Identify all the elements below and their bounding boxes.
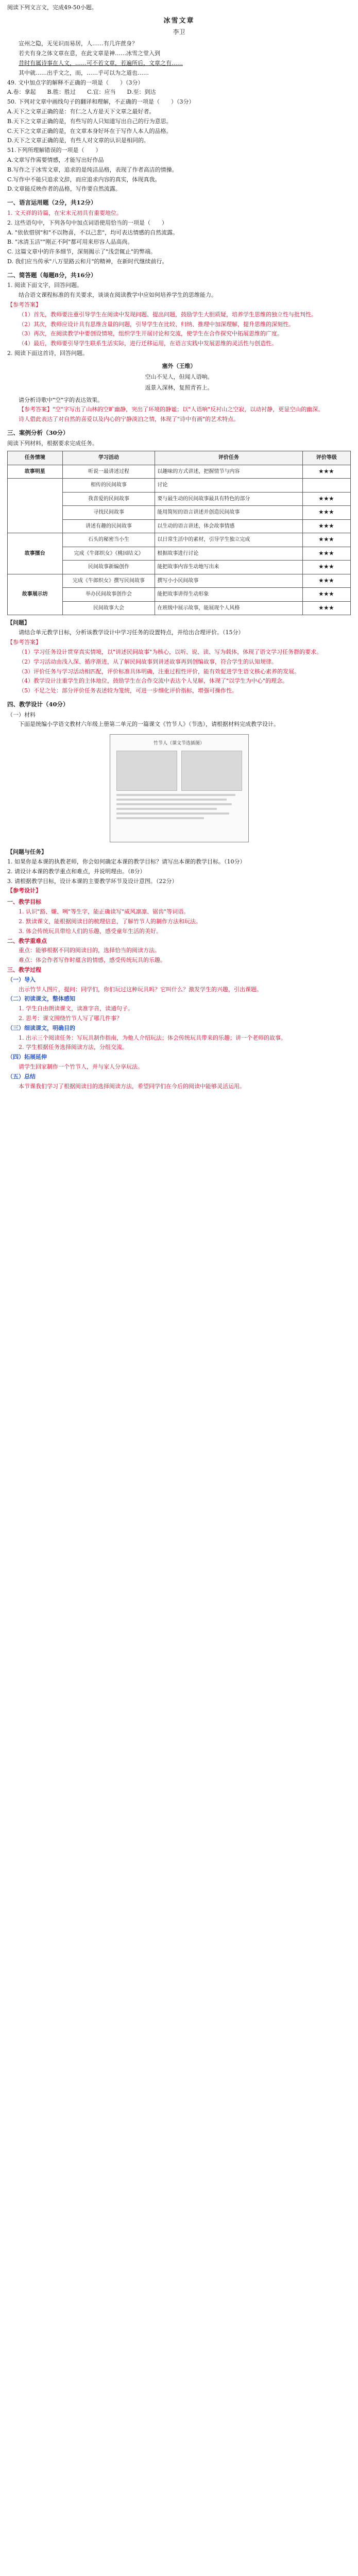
table-row bbox=[8, 574, 351, 588]
table-cell-task: 能用简短的语言讲述并创造民间故事 bbox=[155, 506, 302, 520]
part2-question-2: 2. 阅读下面这首诗，回答问题。 bbox=[7, 350, 88, 357]
table-cell-task: 根据故事进行讨论 bbox=[155, 547, 302, 561]
task-item: 3. 请根据教学目标，设计本课的主要教学环节及设计意图。（22分） bbox=[7, 877, 178, 885]
part2-question-1: 1. 阅读下面文字，回答问题。 bbox=[7, 282, 82, 289]
table-row bbox=[8, 479, 351, 493]
passage-line: 其中就……出乎文之，而，……乎可以为之道也…… bbox=[19, 69, 149, 76]
question-50-option: A.天下之文章正确的是：有仁之人方是天下文章之最好者。 bbox=[7, 108, 155, 115]
answer-paragraph: （3）评价任务与学习活动相匹配，评价标准具体明确，注重过程性评价，能有效促进学生语文核心素养的发展。 bbox=[19, 668, 300, 675]
design-line: 三、教学过程 bbox=[7, 966, 41, 973]
part1-item: A. "依依惜别"和"不以物喜，不以己悲"，均可表达情感的自然流露。 bbox=[7, 229, 179, 236]
reference-paragraph: （1）首先，教师要注重引导学生在阅读中发现问题、提出问题，鼓励学生大胆质疑，培养学生思维的独立性与批判性。 bbox=[19, 311, 317, 318]
question-label: 【问题】 bbox=[7, 619, 30, 626]
part1-item: 1. 文天祥的诗篇，在宋末元初具有重要地位。 bbox=[7, 209, 122, 216]
text-line-placeholder bbox=[116, 803, 232, 805]
part3-heading: 三、案例分析（30分） bbox=[7, 429, 69, 437]
table-cell-activity: 举办民间故事创作会 bbox=[62, 588, 155, 602]
design-line: 2. 思考：课文围绕竹节人写了哪几件事？ bbox=[19, 1015, 122, 1022]
table-cell-activity: 听说一最讲述过程 bbox=[62, 465, 155, 479]
text-line-placeholder bbox=[116, 812, 230, 815]
reference-paragraph: （2）其次，教师应设计具有思维含量的问题，引导学生在比较、归纳、推理中加深理解，提升思维的深刻性。 bbox=[19, 320, 294, 328]
reference-paragraph: （4）最后，教师要引导学生联系生活实际，进行迁移运用，在语言实践中发展思维的灵活性与创造性。 bbox=[19, 340, 277, 347]
design-line: 1. 学生自由朗读课文，读准字音，读通句子。 bbox=[19, 1005, 133, 1012]
table-cell-unit bbox=[8, 479, 63, 533]
table-cell-rating bbox=[302, 479, 350, 493]
answer-paragraph: （4）教学设计注重学生的主体地位，鼓励学生在合作交流中表达个人见解，体现了"以学生为中心"的理念。 bbox=[19, 677, 288, 685]
image-caption: 竹节人（课文节选插图） bbox=[153, 741, 204, 747]
part1-item: D. 我们应当传承"八万里路云和月"的精神，在新时代继续前行。 bbox=[7, 258, 168, 265]
design-line: 一、教学目标 bbox=[7, 899, 41, 906]
table-row bbox=[8, 533, 351, 547]
table-cell-task: 以生动的语言讲述，体会故事情感 bbox=[155, 519, 302, 533]
table-cell-activity: 民间故事大会 bbox=[62, 601, 155, 615]
design-line: （四）拓展延伸 bbox=[7, 1054, 47, 1061]
table-cell-task: 撰写小小民间故事 bbox=[155, 574, 302, 588]
task-heading: 【问题与任务】 bbox=[7, 849, 47, 856]
image-text-lines bbox=[116, 794, 242, 819]
table-cell-task: 讨论 bbox=[155, 479, 302, 493]
answer-paragraph: （5）不足之处：部分评价任务表述较为笼统，可进一步细化评价指标，增强可操作性。 bbox=[19, 687, 237, 694]
question-51-option: B.写作之于冰雪文章，追求的是纯洁品格，表现了作者高洁的情操。 bbox=[7, 166, 178, 173]
design-line: 出示竹节人图片，提问：同学们，你们玩过这种玩具吗？它叫什么？激发学生的兴趣，引出课题。 bbox=[19, 986, 262, 993]
table-cell-rating: ★★★ bbox=[302, 465, 350, 479]
part1-item: C. 这篇文章中的许多细节，深刻揭示了"浅尝辄止"的弊端。 bbox=[7, 248, 157, 256]
table-cell-rating: ★★★ bbox=[302, 547, 350, 561]
passage-line: 宣州之隐，无见识而易居，人……有几许蔗身？ bbox=[19, 40, 138, 47]
table-cell-activity: 完成《牛郎织女》《桃园结义》 bbox=[62, 547, 155, 561]
part3-intro: 阅读下列材料，根据要求完成任务。 bbox=[7, 439, 98, 447]
answer-paragraph: （1）学习任务设计贯穿真实情境，以"讲述民间故事"为核心，以听、说、读、写为载体，体现了语文学习任务群的要求。 bbox=[19, 648, 322, 655]
material-label: （一）材料 bbox=[7, 711, 36, 718]
table-cell-unit: 故事明星 bbox=[8, 465, 63, 479]
text-line-placeholder bbox=[116, 808, 217, 810]
question-51-stem: 51.下列所理解错误的一项是（ ） bbox=[7, 147, 101, 154]
part1-heading: 一、语言运用题（2分，共12分） bbox=[7, 199, 97, 207]
table-cell-activity: 石头的秘密当小生 bbox=[62, 533, 155, 547]
design-line: （三）细读课文，明确目的 bbox=[7, 1024, 75, 1031]
passage-author: 李卫 bbox=[173, 28, 185, 36]
text-line-placeholder bbox=[116, 799, 227, 801]
question-51-option: A.文章写作需要情感，才能写出好作品 bbox=[7, 157, 104, 164]
exam-document bbox=[0, 0, 358, 1104]
table-cell-activity: 民间故事新编创作 bbox=[62, 561, 155, 574]
design-line: 1. 出示三个阅读任务：写玩具制作指南，为他人介绍玩法；体会传统玩具带来的乐趣；讲一个老师的故事。 bbox=[19, 1034, 286, 1041]
reference-paragraph: （3）再次，在阅读教学中要创设情境，组织学生开展讨论和交流，使学生在合作探究中拓展思维的广度。 bbox=[19, 330, 283, 337]
part2-heading: 二、简答题（每题8分，共16分） bbox=[7, 271, 97, 279]
design-line: （五）总结 bbox=[7, 1073, 36, 1080]
image-illustrations bbox=[116, 751, 242, 791]
table-header: 评价任务 bbox=[155, 451, 302, 465]
table-cell-task: 能把故事讲得生动形象 bbox=[155, 588, 302, 602]
question-50-option: D.天下之文章正确的是，有些人对文章的认识是相同的。 bbox=[7, 137, 149, 144]
question-51-option: D.文章能反映作者的品格，写作要自然流露。 bbox=[7, 185, 121, 193]
table-cell-activity: 相传的民间故事 bbox=[62, 479, 155, 493]
question-49-stem: 49. 文中加点字的解释不正确的一项是（ ）（3分） bbox=[7, 79, 144, 86]
table-cell-unit: 故事展示坊 bbox=[8, 574, 63, 615]
passage-line: 若夫有身之体文章在意，在此文章是神……冰雪之堂入到 bbox=[19, 50, 160, 57]
task-item: 2. 请设计本课的教学重点和难点，并说明理由。（8分） bbox=[7, 868, 146, 875]
task-item: 1. 如果你是本课的执教老师，你会如何确定本课的教学目标？请写出本课的教学目标。（10分） bbox=[7, 858, 246, 866]
design-line: 请学生回家制作一个竹节人，并与家人分享玩法。 bbox=[19, 1063, 143, 1071]
text-line-placeholder bbox=[116, 794, 236, 796]
table-cell-task: 能把故事内容生动地写出来 bbox=[155, 561, 302, 574]
passage-line: 昔时有属诗事在人文，……可不若文章，若遍所后，文章之有…… bbox=[19, 59, 183, 66]
table-row bbox=[8, 465, 351, 479]
table-cell-rating: ★★★ bbox=[302, 492, 350, 506]
lesson-task-table bbox=[7, 451, 351, 615]
table-cell-activity: 寻找民间故事 bbox=[62, 506, 155, 520]
design-line: 本节课我们学习了根据阅读目的选择阅读方法，希望同学们在今后的阅读中能够灵活运用。 bbox=[19, 1082, 245, 1090]
question-49-options: A.卷：拿起 B.胜：胜过 C.宜：应当 D.至：到达 bbox=[7, 89, 156, 96]
part4-heading: 四、教学设计（40分） bbox=[7, 700, 69, 708]
poem-answer: 诗人借此表达了对自然的喜爱以及内心的宁静淡泊之情，体现了"诗中有画"的艺术特点。 bbox=[19, 416, 240, 423]
table-cell-task: 在班级中展示故事，能展现个人风格 bbox=[155, 601, 302, 615]
passage-title: 冰雪文章 bbox=[163, 16, 195, 25]
table-cell-activity: 讲述有趣的民间故事 bbox=[62, 519, 155, 533]
table-cell-task: 要与最生动的民间故事最具有特色的部分 bbox=[155, 492, 302, 506]
table-cell-rating: ★★★ bbox=[302, 561, 350, 574]
question-50-option: C.天下之文章正确的是，在文章本身好坏在于写作人本人的品格。 bbox=[7, 127, 172, 134]
textbook-page-image bbox=[110, 734, 249, 842]
table-cell-task: 以日常生活中的素材，引导学生独立完成 bbox=[155, 533, 302, 547]
reference-label: 【参考答案】 bbox=[7, 301, 41, 309]
design-line: （一）导入 bbox=[7, 976, 36, 983]
table-cell-rating: ★★★ bbox=[302, 601, 350, 615]
question-50-stem: 50. 下列对文章中画线句子的翻译和理解，不正确的一项是（ ）（3分） bbox=[7, 98, 195, 106]
illustration-placeholder bbox=[116, 751, 177, 791]
table-cell-activity: 完成《牛郎织女》撰写民间故事 bbox=[62, 574, 155, 588]
design-line: 二、教学重难点 bbox=[7, 937, 47, 944]
poem-line: 返景入深林，复照青苔上。 bbox=[145, 384, 213, 391]
design-section bbox=[7, 897, 351, 1091]
answer-label: 【参考答案】 bbox=[7, 639, 41, 646]
reading-instruction: 阅读下列文言文，完成49-50小题。 bbox=[7, 4, 97, 11]
table-cell-rating: ★★★ bbox=[302, 519, 350, 533]
table-cell-rating: ★★★ bbox=[302, 506, 350, 520]
table-cell-rating: ★★★ bbox=[302, 588, 350, 602]
poem-question: 请分析诗歌中"空"字的表达效果。 bbox=[19, 396, 104, 403]
design-line: 难点：体会作者写作时蕴含的情感，感受传统玩具的乐趣。 bbox=[19, 957, 166, 964]
table-cell-unit: 故事擂台 bbox=[8, 533, 63, 574]
design-line: 1. 认识"豁、嫌、咧"等生字，能正确读写"威风凛凛、锯齿"等词语。 bbox=[19, 908, 190, 916]
design-line: 2. 默读课文，能根据阅读目的梳理信息，了解竹节人的制作方法和玩法。 bbox=[19, 918, 201, 925]
material-text: 下面是统编小学语文教材六年级上册第二单元的一篇课文《竹节人》（节选），请根据材料完成教学设计。 bbox=[19, 721, 279, 728]
poem bbox=[7, 361, 351, 394]
table-header-row bbox=[8, 451, 351, 465]
design-heading: 【参考设计】 bbox=[7, 887, 41, 894]
design-line: 2. 学生根据任务选择阅读方法，分组交流。 bbox=[19, 1044, 128, 1051]
question-51-option: C.写作中不能只追求文辞，而应追求内容的真实，体现真我。 bbox=[7, 176, 161, 183]
part1-item: B. "冰清玉洁""刚正不阿"都可用来形容人品高尚。 bbox=[7, 239, 133, 246]
poem-line: 空山不见人，但闻人语响。 bbox=[145, 373, 213, 380]
table-header: 学习活动 bbox=[62, 451, 155, 465]
question-text: 请结合单元教学目标，分析该教学设计中学习任务的设置特点，并给出合理评价。（15分） bbox=[19, 629, 244, 636]
poem-title: 塞外（王维） bbox=[162, 362, 196, 369]
table-cell-task: 以趣味的方式讲述，把握情节与内容 bbox=[155, 465, 302, 479]
table-cell-rating: ★★★ bbox=[302, 574, 350, 588]
table-header: 任务情境 bbox=[8, 451, 63, 465]
part2-question-1-text: 结合语文课程标准的有关要求，谈谈在阅读教学中应如何培养学生的思维能力。 bbox=[19, 292, 217, 299]
design-line: 重点：能够根据不同的阅读目的，选择恰当的阅读方法。 bbox=[19, 947, 160, 954]
table-cell-activity: 我喜爱的民间故事 bbox=[62, 492, 155, 506]
table-header: 评价等级 bbox=[302, 451, 350, 465]
design-line: 3. 体会传统玩具带给人们的乐趣，感受童年生活的美好。 bbox=[19, 927, 162, 935]
question-50-option: B.天下之文章正确的是，有些写的人只知道写出自己的行为意思。 bbox=[7, 117, 172, 125]
part1-item: 2. 这些语句中，下列各句中加点词语使用恰当的一项是（ ） bbox=[7, 219, 167, 226]
illustration-placeholder bbox=[181, 751, 242, 791]
poem-answer: 【参考答案】"空"字写出了山林的空旷幽静，突出了环境的静谧；以"人语响"反衬山之空寂，以动衬静，更显空山的幽深。 bbox=[19, 406, 324, 413]
table-cell-rating: ★★★ bbox=[302, 533, 350, 547]
text-line-placeholder bbox=[116, 817, 204, 819]
design-line: （二）初读课文，整体感知 bbox=[7, 995, 75, 1003]
answer-paragraph: （2）学习活动由浅入深、循序渐进，从了解民间故事到讲述故事再到创编故事，符合学生的认知规律。 bbox=[19, 658, 277, 665]
